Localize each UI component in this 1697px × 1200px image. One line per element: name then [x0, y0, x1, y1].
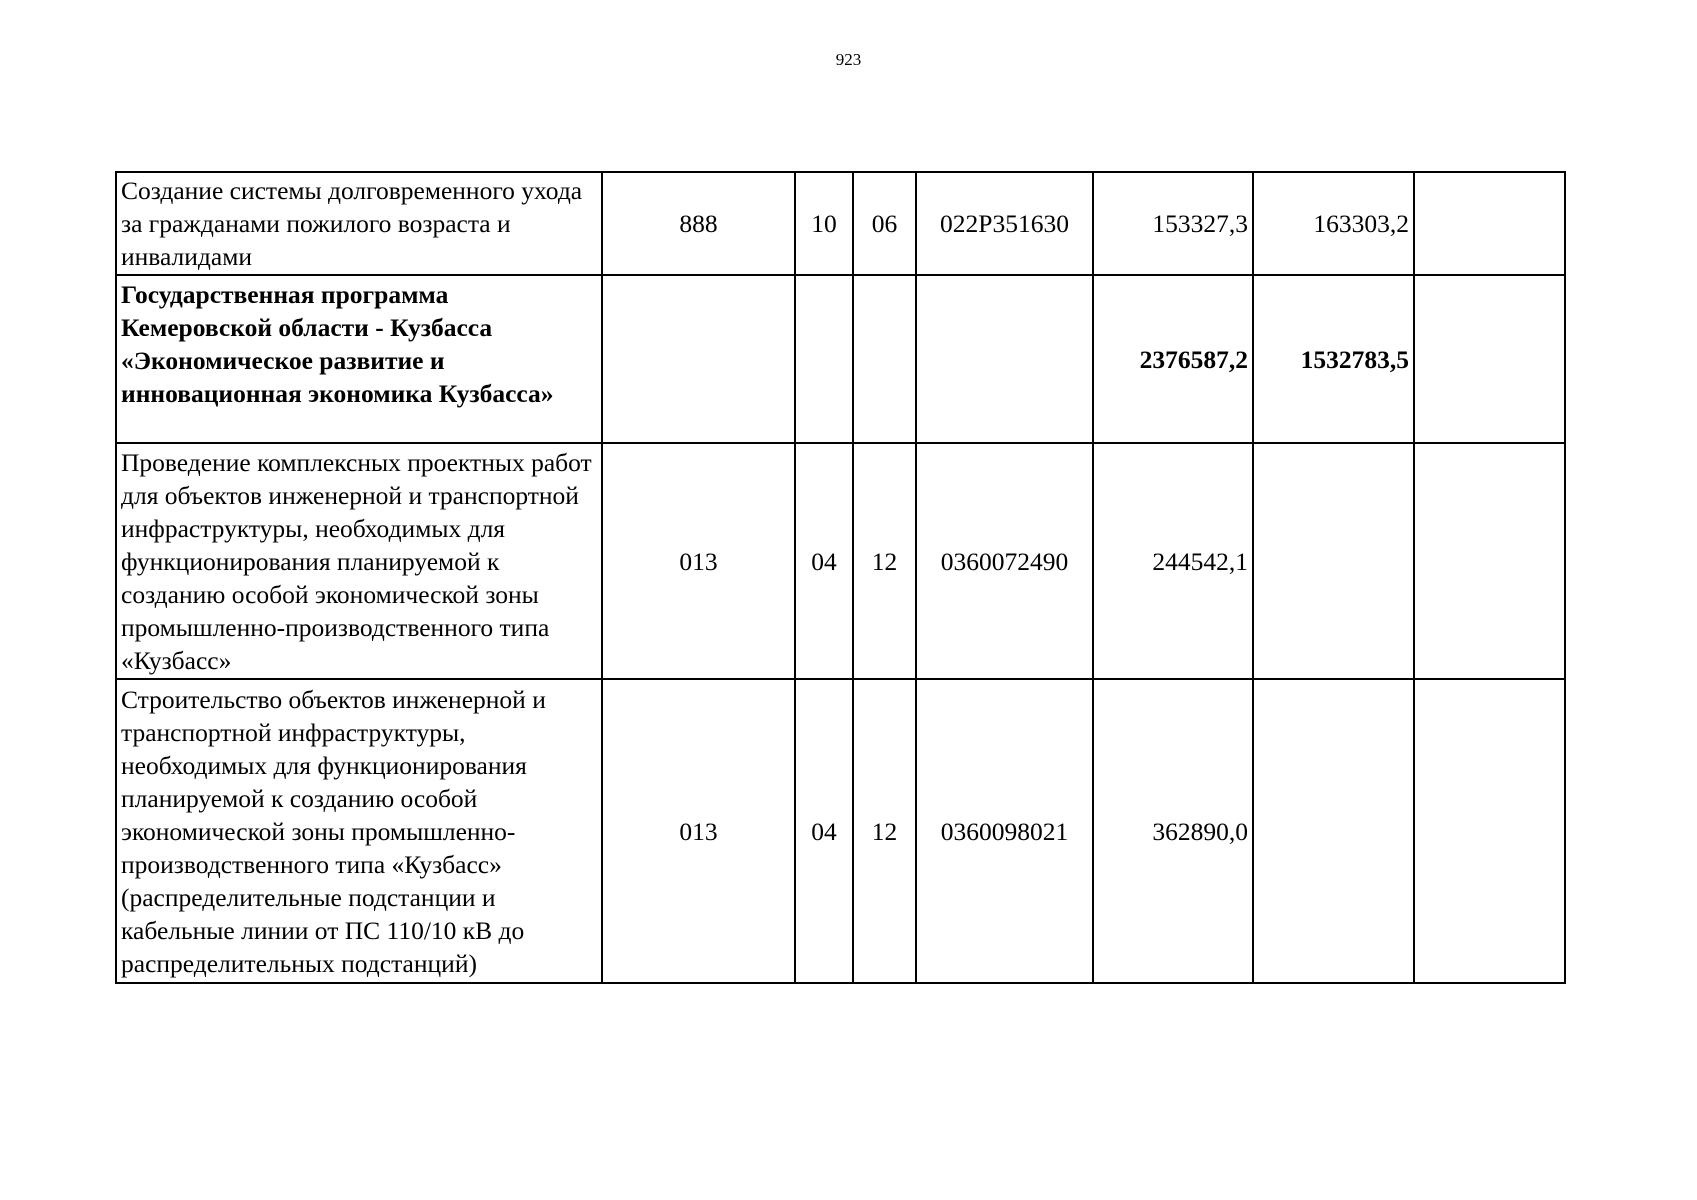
- sum-1-cell: 2376587,2: [1093, 275, 1253, 443]
- sum-2-cell: [1253, 443, 1414, 679]
- sum-3-cell: [1414, 443, 1565, 679]
- row-name-cell: Строительство объектов инженерной и транспортной инфраструктуры, необходимых для функционирования планируемой к созданию особой экономической зоны промышленно-производственного типа «Кузбасс» (распределительные подстанции и кабельные линии от ПС 110/10 кВ до распределительных подстанций): [116, 679, 602, 983]
- table-row: [116, 443, 1565, 679]
- section-code-cell: [795, 275, 853, 443]
- sum-2-cell: 1532783,5: [1253, 275, 1414, 443]
- ministry-code-cell: [602, 275, 795, 443]
- row-name-cell: Проведение комплексных проектных работ для объектов инженерной и транспортной инфраструктуры, необходимых для функционирования планируемой к созданию особой экономической зоны промышленно-производственного типа «Кузбасс»: [116, 443, 602, 679]
- target-article-cell: [916, 275, 1093, 443]
- sum-2-cell: 163303,2: [1253, 172, 1414, 275]
- ministry-code-cell: 013: [602, 679, 795, 983]
- budget-table: [115, 171, 1566, 984]
- sum-3-cell: [1414, 172, 1565, 275]
- table-row: [116, 172, 1565, 275]
- target-article-cell: 0360072490: [916, 443, 1093, 679]
- subsection-code-cell: 12: [853, 679, 916, 983]
- subsection-code-cell: 06: [853, 172, 916, 275]
- subsection-code-cell: [853, 275, 916, 443]
- table-row: [116, 679, 1565, 983]
- row-name-cell: Государственная программа Кемеровской области - Кузбасса «Экономическое развитие и инновационная экономика Кузбасса»: [116, 275, 602, 443]
- row-name-cell: Создание системы долговременного ухода за гражданами пожилого возраста и инвалидами: [116, 172, 602, 275]
- table-row: [116, 275, 1565, 443]
- ministry-code-cell: 013: [602, 443, 795, 679]
- sum-1-cell: 362890,0: [1093, 679, 1253, 983]
- section-code-cell: 04: [795, 443, 853, 679]
- target-article-cell: 022P351630: [916, 172, 1093, 275]
- section-code-cell: 04: [795, 679, 853, 983]
- subsection-code-cell: 12: [853, 443, 916, 679]
- ministry-code-cell: 888: [602, 172, 795, 275]
- sum-3-cell: [1414, 275, 1565, 443]
- sum-2-cell: [1253, 679, 1414, 983]
- section-code-cell: 10: [795, 172, 853, 275]
- sum-3-cell: [1414, 679, 1565, 983]
- page-number: 923: [835, 50, 862, 69]
- target-article-cell: 0360098021: [916, 679, 1093, 983]
- sum-1-cell: 244542,1: [1093, 443, 1253, 679]
- sum-1-cell: 153327,3: [1093, 172, 1253, 275]
